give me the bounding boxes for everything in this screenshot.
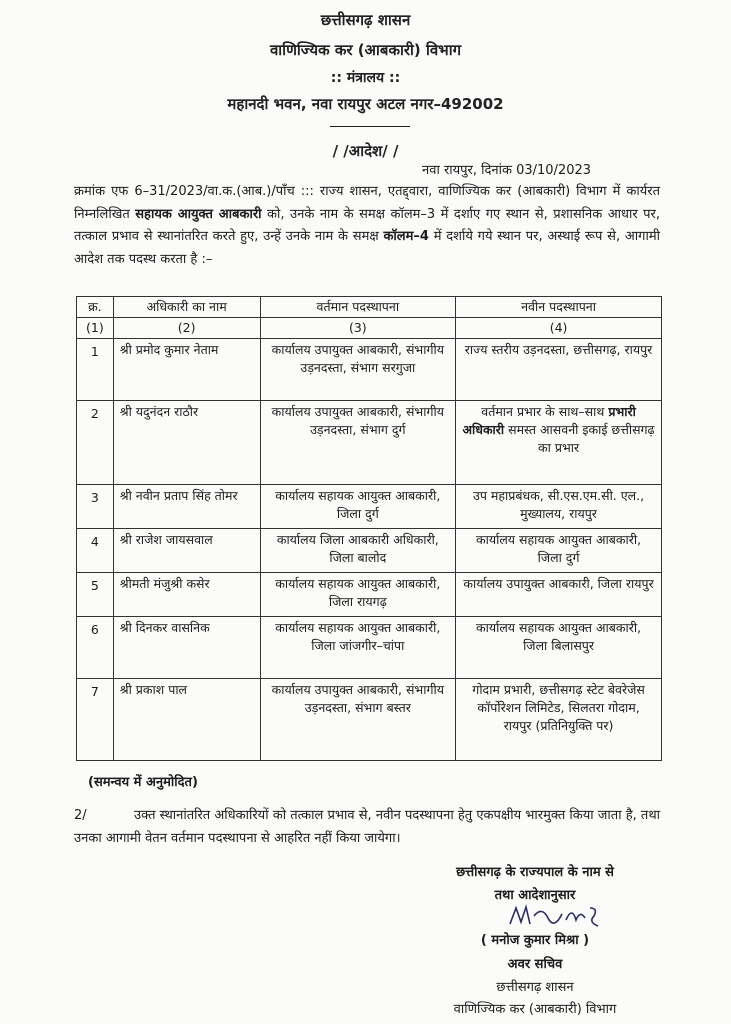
row-current-posting: कार्यालय उपायुक्त आबकारी, संभागीय उड़नदस्ता, संभाग बस्तर bbox=[260, 679, 456, 761]
new-posting-bold: प्रभारी अधिकारी bbox=[462, 404, 636, 437]
order-title: / /आदेश/ / bbox=[332, 142, 399, 160]
row-current-posting: कार्यालय उपायुक्त आबकारी, संभागीय उड़नदस्ता, संभाग सरगुजा bbox=[260, 339, 456, 401]
row-new-posting: उप महाप्रबंधक, सी.एस.एम.सी. एल., मुख्यालय, रायपुर bbox=[456, 485, 662, 529]
signatory-govt: छत्तीसगढ़ शासन bbox=[496, 980, 574, 995]
row-officer-name: श्रीमती मंजुश्री कसेर bbox=[113, 573, 260, 617]
row-new-posting: राज्य स्तरीय उड़नदस्ता, छत्तीसगढ़, रायपुर bbox=[456, 339, 662, 401]
row-serial: 3 bbox=[77, 485, 114, 529]
header-divider bbox=[330, 126, 410, 127]
paragraph-number: 2/ bbox=[74, 808, 87, 823]
department-name: वाणिज्यिक कर (आबकारी) विभाग bbox=[269, 41, 462, 59]
header-current-posting: वर्तमान पदस्थापना bbox=[260, 297, 456, 318]
column-number-row bbox=[77, 318, 662, 339]
row-serial: 4 bbox=[77, 529, 114, 573]
govt-name: छत्तीसगढ़ शासन bbox=[320, 11, 411, 29]
row-serial: 6 bbox=[77, 617, 114, 679]
row-new-posting: कार्यालय उपायुक्त आबकारी, जिला रायपुर bbox=[456, 573, 662, 617]
row-new-posting: कार्यालय सहायक आयुक्त आबकारी, जिला बिलासपुर bbox=[456, 617, 662, 679]
row-officer-name: श्री प्रमोद कुमार नेताम bbox=[113, 339, 260, 401]
colnum-3: (3) bbox=[260, 318, 456, 339]
relieving-text: उक्त स्थानांतरित अधिकारियों को तत्काल प्रभाव से, नवीन पदस्थापना हेतु एकपक्षीय भारमुक्त किया जाता है, तथा उनका आगामी वेतन वर्तमान पदस्थापना से आहरित नहीं किया जायेगा। bbox=[74, 808, 660, 846]
row-serial: 7 bbox=[77, 679, 114, 761]
intro-text-3: में दर्शाये गये स्थान पर, अस्थाई रूप से, आगामी आदेश तक पदस्थ करता है :– bbox=[74, 229, 660, 267]
header-serial: क्र. bbox=[77, 297, 114, 318]
signature-order-line: तथा आदेशानुसार bbox=[494, 888, 576, 903]
signatory-designation: अवर सचिव bbox=[507, 957, 563, 972]
order-date: नवा रायपुर, दिनांक 03/10/2023 bbox=[422, 163, 592, 178]
signatory-name: ( मनोज कुमार मिश्रा ) bbox=[480, 933, 590, 948]
row-current-posting: कार्यालय सहायक आयुक्त आबकारी, जिला दुर्ग bbox=[260, 485, 456, 529]
colnum-4: (4) bbox=[456, 318, 662, 339]
transfer-table bbox=[76, 296, 662, 761]
row-current-posting: कार्यालय सहायक आयुक्त आबकारी, जिला जांजगीर–चांपा bbox=[260, 617, 456, 679]
row-officer-name: श्री प्रकाश पाल bbox=[113, 679, 260, 761]
header-new-posting: नवीन पदस्थापना bbox=[456, 297, 662, 318]
signatory-department: वाणिज्यिक कर (आबकारी) विभाग bbox=[453, 1002, 617, 1017]
table-row bbox=[77, 529, 662, 573]
row-current-posting: कार्यालय जिला आबकारी अधिकारी, जिला बालोद bbox=[260, 529, 456, 573]
intro-text-2: को, उनके नाम के समक्ष कॉलम–3 में दर्शाए गए स्थान से, प्रशासनिक आधार पर, तत्काल प्रभाव से स्थानांतरित करते हुए, उन्हें उनके नाम के समक्ष bbox=[74, 206, 661, 244]
row-new-posting: कार्यालय सहायक आयुक्त आबकारी, जिला दुर्ग bbox=[456, 529, 662, 573]
table-row bbox=[77, 485, 662, 529]
approval-note: (समन्वय में अनुमोदित) bbox=[88, 775, 198, 790]
row-officer-name: श्री दिनकर वासनिक bbox=[113, 617, 260, 679]
colnum-1: (1) bbox=[77, 318, 114, 339]
row-new-posting: गोदाम प्रभारी, छत्तीसगढ़ स्टेट बेवरेजेस कॉर्पोरेशन लिमिटेड, सिलतरा गोदाम, रायपुर (प्रतिनियुक्ति पर) bbox=[456, 679, 662, 761]
table-row bbox=[77, 339, 662, 401]
ministry-label: :: मंत्रालय :: bbox=[330, 70, 401, 86]
table-row bbox=[77, 401, 662, 485]
new-posting-text-post: समस्त आसवनी इकाई छत्तीसगढ़ का प्रभार bbox=[504, 422, 655, 455]
address-line: महानदी भवन, नवा रायपुर अटल नगर–492002 bbox=[227, 95, 504, 113]
new-posting-text-pre: वर्तमान प्रभार के साथ–साथ bbox=[481, 404, 609, 419]
row-serial: 5 bbox=[77, 573, 114, 617]
row-current-posting: कार्यालय सहायक आयुक्त आबकारी, जिला रायगढ़ bbox=[260, 573, 456, 617]
intro-bold-2: कॉलम–4 bbox=[383, 229, 429, 244]
handwritten-signature bbox=[508, 900, 608, 930]
row-new-posting bbox=[456, 401, 662, 485]
table-row bbox=[77, 573, 662, 617]
intro-paragraph bbox=[74, 181, 660, 271]
intro-text-1: क्रमांक एफ 6–31/2023/वा.क.(आब.)/पाँच ::: राज्य शासन, एतद्द्वारा, वाणिज्यिक कर (आबकारी) विभाग में कार्यरत निम्नलिखित bbox=[74, 184, 660, 222]
signature-authority-line: छत्तीसगढ़ के राज्यपाल के नाम से bbox=[456, 865, 614, 880]
table-header-row bbox=[77, 297, 662, 318]
colnum-2: (2) bbox=[113, 318, 260, 339]
intro-bold-1: सहायक आयुक्त आबकारी bbox=[135, 206, 262, 222]
table-row bbox=[77, 679, 662, 761]
header-officer-name: अधिकारी का नाम bbox=[113, 297, 260, 318]
table-row bbox=[77, 617, 662, 679]
relieving-paragraph bbox=[74, 805, 660, 850]
row-officer-name: श्री नवीन प्रताप सिंह तोमर bbox=[113, 485, 260, 529]
row-serial: 1 bbox=[77, 339, 114, 401]
row-current-posting: कार्यालय उपायुक्त आबकारी, संभागीय उड़नदस्ता, संभाग दुर्ग bbox=[260, 401, 456, 485]
row-officer-name: श्री यदुनंदन राठौर bbox=[113, 401, 260, 485]
row-officer-name: श्री राजेश जायसवाल bbox=[113, 529, 260, 573]
row-serial: 2 bbox=[77, 401, 114, 485]
